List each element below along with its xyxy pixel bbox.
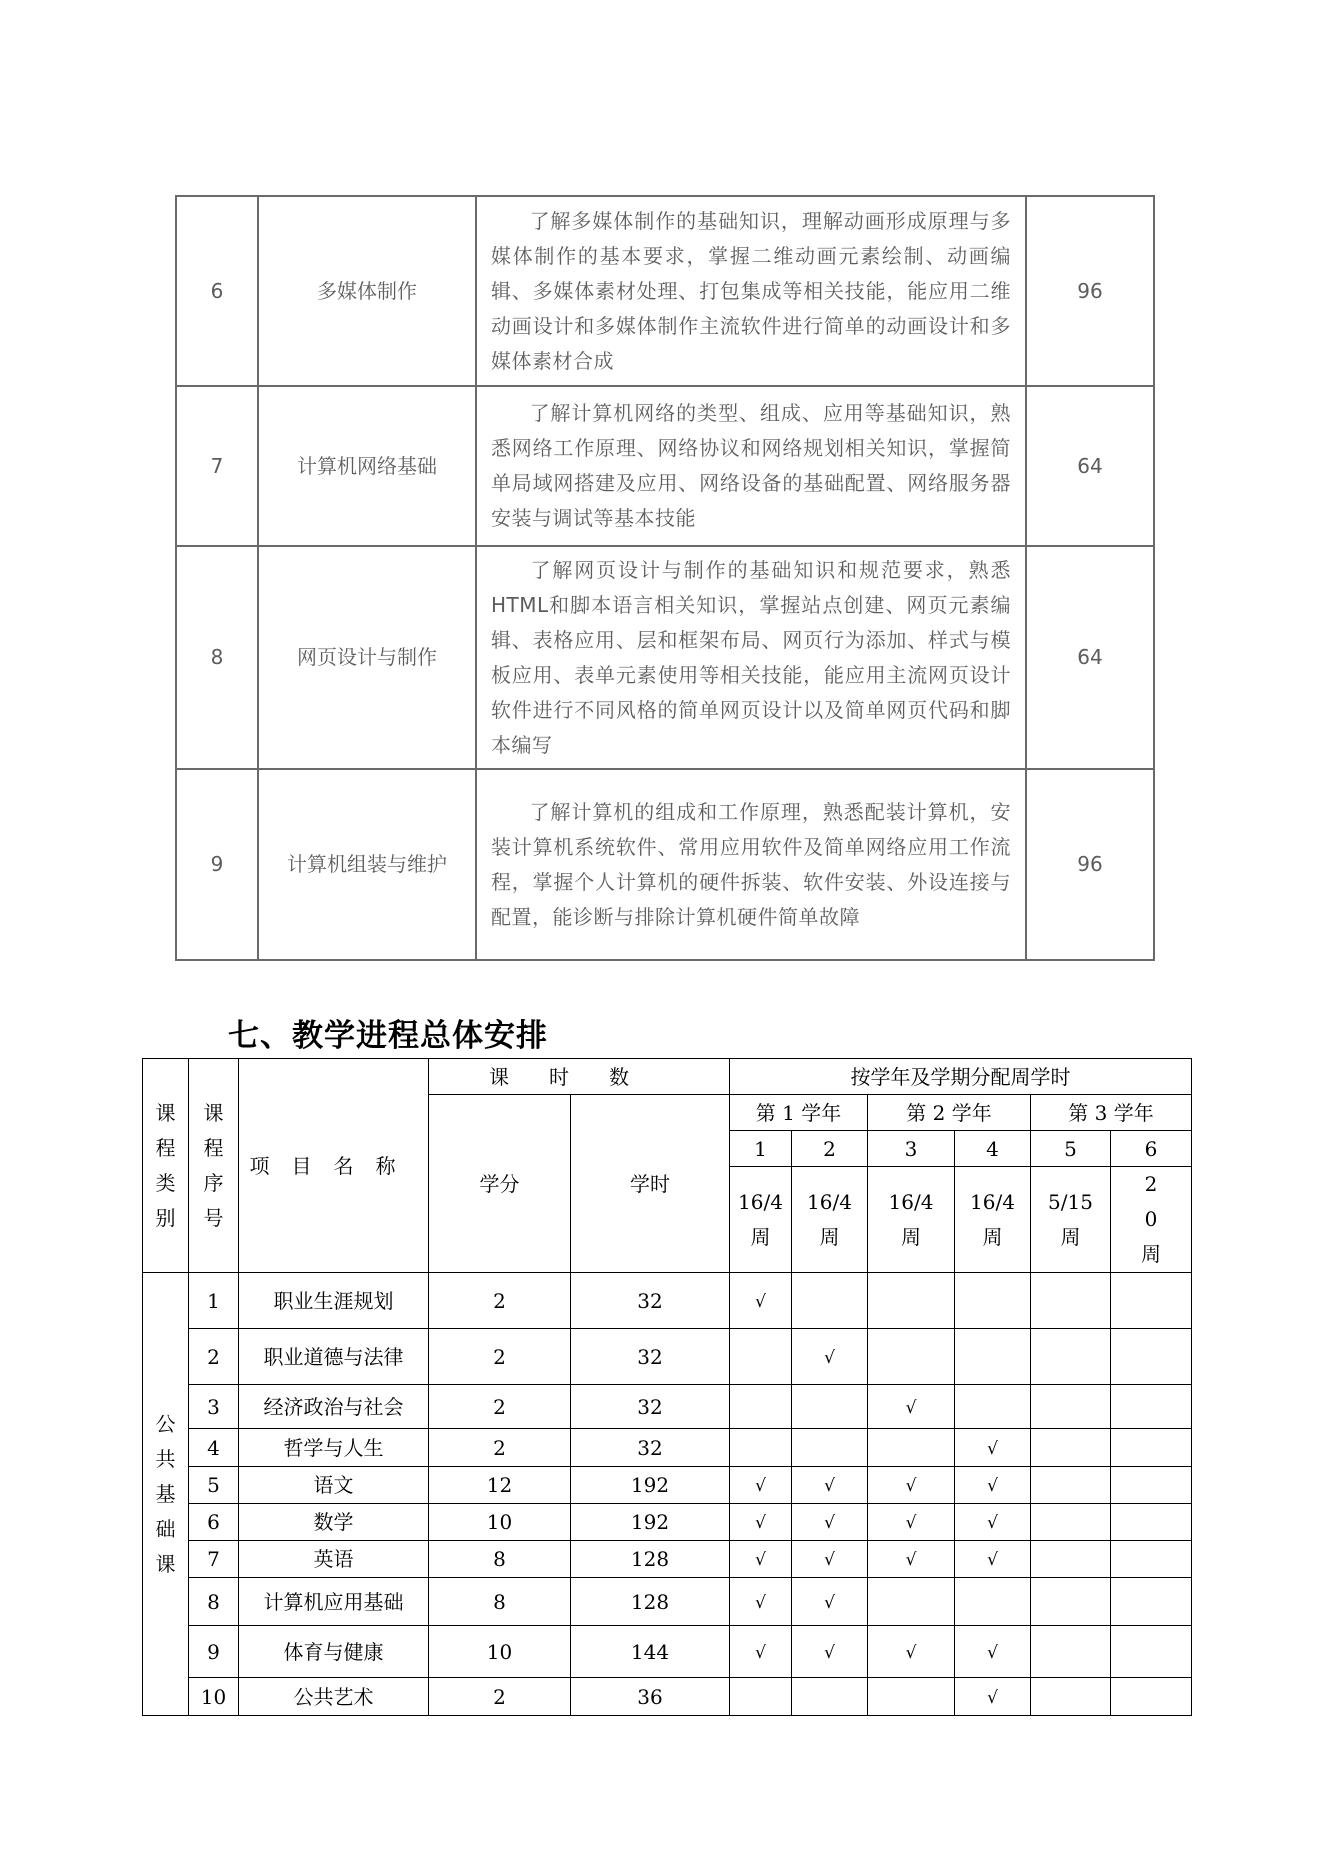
check-mark: √ bbox=[987, 1438, 998, 1459]
seq-cell: 4 bbox=[189, 1429, 239, 1467]
semester-check-cell bbox=[792, 1329, 868, 1385]
check-mark: √ bbox=[824, 1592, 835, 1613]
check-mark: √ bbox=[755, 1513, 766, 1533]
semester-check-cell bbox=[1111, 1578, 1192, 1626]
header-item-name: 项目名称 bbox=[239, 1059, 429, 1273]
credits-cell: 2 bbox=[429, 1385, 571, 1429]
check-mark: √ bbox=[905, 1476, 917, 1496]
credits-cell: 8 bbox=[429, 1578, 571, 1626]
course-name: 网页设计与制作 bbox=[258, 546, 476, 769]
check-mark: √ bbox=[905, 1642, 917, 1663]
credits-cell: 12 bbox=[429, 1467, 571, 1504]
semester-check-cell bbox=[792, 1385, 868, 1429]
semester-check-cell bbox=[730, 1467, 792, 1504]
course-name-cell: 计算机应用基础 bbox=[239, 1578, 429, 1626]
seq-cell: 10 bbox=[189, 1678, 239, 1716]
seq-cell: 2 bbox=[189, 1329, 239, 1385]
header-category: 课程类别 bbox=[143, 1059, 189, 1273]
header-semester: 6 bbox=[1111, 1131, 1192, 1167]
check-mark: √ bbox=[824, 1347, 835, 1368]
table-row bbox=[143, 1467, 1192, 1504]
semester-check-cell bbox=[955, 1385, 1031, 1429]
hours-cell: 32 bbox=[571, 1429, 730, 1467]
hours-cell: 32 bbox=[571, 1329, 730, 1385]
credits-cell: 10 bbox=[429, 1626, 571, 1678]
section-heading: 七、教学进程总体安排 bbox=[228, 1018, 548, 1054]
semester-check-cell bbox=[730, 1504, 792, 1541]
header-semester: 4 bbox=[955, 1131, 1031, 1167]
credits-cell: 2 bbox=[429, 1273, 571, 1329]
semester-check-cell bbox=[730, 1626, 792, 1678]
semester-check-cell bbox=[1031, 1626, 1111, 1678]
course-name: 计算机组装与维护 bbox=[258, 769, 476, 960]
semester-check-cell bbox=[1031, 1429, 1111, 1467]
header-year-2: 第 2 学年 bbox=[868, 1095, 1031, 1131]
check-mark: √ bbox=[755, 1642, 766, 1663]
table-row bbox=[143, 1541, 1192, 1578]
check-mark: √ bbox=[755, 1592, 766, 1613]
hours-cell: 128 bbox=[571, 1541, 730, 1578]
table-row bbox=[176, 196, 1154, 386]
check-mark: √ bbox=[987, 1687, 998, 1708]
hours-cell: 144 bbox=[571, 1626, 730, 1678]
semester-check-cell bbox=[868, 1429, 955, 1467]
hours-cell: 192 bbox=[571, 1467, 730, 1504]
table-row bbox=[176, 546, 1154, 769]
check-mark: √ bbox=[824, 1550, 835, 1570]
semester-check-cell bbox=[868, 1541, 955, 1578]
check-mark: √ bbox=[824, 1642, 835, 1663]
header-year-3: 第 3 学年 bbox=[1031, 1095, 1192, 1131]
header-weeks: 16/4周 bbox=[730, 1167, 792, 1273]
semester-check-cell bbox=[730, 1578, 792, 1626]
hours-cell: 32 bbox=[571, 1385, 730, 1429]
hours-cell: 32 bbox=[571, 1273, 730, 1329]
course-description: 了解计算机网络的类型、组成、应用等基础知识，熟悉网络工作原理、网络协议和网络规划相关知识，掌握简单局域网搭建及应用、网络设备的基础配置、网络服务器安装与调试等基本技能 bbox=[476, 386, 1026, 546]
header-hours-group: 课时数 bbox=[429, 1059, 730, 1095]
course-hours: 96 bbox=[1026, 196, 1154, 386]
seq-cell: 8 bbox=[189, 1578, 239, 1626]
semester-check-cell bbox=[1111, 1541, 1192, 1578]
header-year-1: 第 1 学年 bbox=[730, 1095, 868, 1131]
semester-check-cell bbox=[1111, 1273, 1192, 1329]
semester-check-cell bbox=[955, 1329, 1031, 1385]
course-name-cell: 职业生涯规划 bbox=[239, 1273, 429, 1329]
header-credits: 学分 bbox=[429, 1095, 571, 1273]
semester-check-cell bbox=[792, 1626, 868, 1678]
check-mark: √ bbox=[824, 1476, 835, 1496]
semester-check-cell bbox=[1031, 1273, 1111, 1329]
table-row bbox=[143, 1504, 1192, 1541]
semester-check-cell bbox=[1111, 1429, 1192, 1467]
semester-check-cell bbox=[868, 1329, 955, 1385]
check-mark: √ bbox=[987, 1513, 998, 1533]
semester-check-cell bbox=[955, 1273, 1031, 1329]
course-hours: 64 bbox=[1026, 546, 1154, 769]
header-weeks: 16/4周 bbox=[955, 1167, 1031, 1273]
check-mark: √ bbox=[755, 1550, 766, 1570]
semester-check-cell bbox=[955, 1541, 1031, 1578]
header-row bbox=[143, 1059, 1192, 1095]
hours-cell: 192 bbox=[571, 1504, 730, 1541]
semester-check-cell bbox=[730, 1329, 792, 1385]
course-number: 8 bbox=[176, 546, 258, 769]
check-mark: √ bbox=[755, 1476, 766, 1496]
course-name-cell: 体育与健康 bbox=[239, 1626, 429, 1678]
semester-check-cell bbox=[792, 1273, 868, 1329]
course-name-cell: 语文 bbox=[239, 1467, 429, 1504]
course-number: 9 bbox=[176, 769, 258, 960]
table-row bbox=[143, 1429, 1192, 1467]
course-number: 7 bbox=[176, 386, 258, 546]
semester-check-cell bbox=[955, 1467, 1031, 1504]
semester-check-cell bbox=[1031, 1504, 1111, 1541]
semester-check-cell bbox=[1031, 1467, 1111, 1504]
credits-cell: 8 bbox=[429, 1541, 571, 1578]
seq-cell: 1 bbox=[189, 1273, 239, 1329]
course-name: 计算机网络基础 bbox=[258, 386, 476, 546]
semester-check-cell bbox=[792, 1429, 868, 1467]
semester-check-cell bbox=[792, 1678, 868, 1716]
semester-check-cell bbox=[1111, 1329, 1192, 1385]
seq-cell: 9 bbox=[189, 1626, 239, 1678]
semester-check-cell bbox=[1111, 1385, 1192, 1429]
course-hours: 96 bbox=[1026, 769, 1154, 960]
course-name-cell: 公共艺术 bbox=[239, 1678, 429, 1716]
seq-cell: 7 bbox=[189, 1541, 239, 1578]
semester-check-cell bbox=[1031, 1385, 1111, 1429]
credits-cell: 2 bbox=[429, 1429, 571, 1467]
course-name: 多媒体制作 bbox=[258, 196, 476, 386]
semester-check-cell bbox=[1031, 1329, 1111, 1385]
course-number: 6 bbox=[176, 196, 258, 386]
table-row bbox=[143, 1578, 1192, 1626]
check-mark: √ bbox=[987, 1642, 998, 1663]
semester-check-cell bbox=[730, 1541, 792, 1578]
table-row bbox=[143, 1329, 1192, 1385]
semester-check-cell bbox=[792, 1578, 868, 1626]
credits-cell: 2 bbox=[429, 1329, 571, 1385]
semester-check-cell bbox=[1111, 1504, 1192, 1541]
semester-check-cell bbox=[730, 1385, 792, 1429]
check-mark: √ bbox=[824, 1513, 835, 1533]
check-mark: √ bbox=[987, 1550, 998, 1570]
semester-check-cell bbox=[730, 1678, 792, 1716]
semester-check-cell bbox=[792, 1504, 868, 1541]
semester-check-cell bbox=[792, 1467, 868, 1504]
check-mark: √ bbox=[755, 1291, 766, 1312]
seq-cell: 6 bbox=[189, 1504, 239, 1541]
semester-check-cell bbox=[730, 1273, 792, 1329]
table-row bbox=[176, 769, 1154, 960]
semester-check-cell bbox=[868, 1578, 955, 1626]
course-name-cell: 英语 bbox=[239, 1541, 429, 1578]
semester-check-cell bbox=[1111, 1678, 1192, 1716]
header-weeks: 16/4周 bbox=[868, 1167, 955, 1273]
semester-check-cell bbox=[955, 1429, 1031, 1467]
semester-check-cell bbox=[955, 1678, 1031, 1716]
credits-cell: 10 bbox=[429, 1504, 571, 1541]
header-weeks: 5/15周 bbox=[1031, 1167, 1111, 1273]
semester-check-cell bbox=[730, 1429, 792, 1467]
check-mark: √ bbox=[987, 1476, 998, 1496]
course-description-table bbox=[175, 195, 1155, 961]
semester-check-cell bbox=[955, 1626, 1031, 1678]
course-description: 了解多媒体制作的基础知识，理解动画形成原理与多媒体制作的基本要求，掌握二维动画元素绘制、动画编辑、多媒体素材处理、打包集成等相关技能，能应用二维动画设计和多媒体制作主流软件进行简单的动画设计和多媒体素材合成 bbox=[476, 196, 1026, 386]
semester-check-cell bbox=[868, 1678, 955, 1716]
course-description: 了解计算机的组成和工作原理，熟悉配装计算机，安装计算机系统软件、常用应用软件及简单网络应用工作流程，掌握个人计算机的硬件拆装、软件安装、外设连接与配置，能诊断与排除计算机硬件简单故障 bbox=[476, 769, 1026, 960]
header-weeks: 20周 bbox=[1111, 1167, 1192, 1273]
table-row bbox=[143, 1626, 1192, 1678]
semester-check-cell bbox=[1111, 1467, 1192, 1504]
semester-check-cell bbox=[1031, 1541, 1111, 1578]
seq-cell: 3 bbox=[189, 1385, 239, 1429]
course-name-cell: 哲学与人生 bbox=[239, 1429, 429, 1467]
check-mark: √ bbox=[905, 1513, 917, 1533]
semester-check-cell bbox=[792, 1541, 868, 1578]
course-description: 了解网页设计与制作的基础知识和规范要求，熟悉HTML和脚本语言相关知识，掌握站点创建、网页元素编辑、表格应用、层和框架布局、网页行为添加、样式与模板应用、表单元素使用等相关技能，能应用主流网页设计软件进行不同风格的简单网页设计以及简单网页代码和脚本编写 bbox=[476, 546, 1026, 769]
header-semester: 2 bbox=[792, 1131, 868, 1167]
semester-check-cell bbox=[868, 1467, 955, 1504]
semester-check-cell bbox=[1111, 1626, 1192, 1678]
seq-cell: 5 bbox=[189, 1467, 239, 1504]
header-semester: 5 bbox=[1031, 1131, 1111, 1167]
header-semester: 3 bbox=[868, 1131, 955, 1167]
course-name-cell: 经济政治与社会 bbox=[239, 1385, 429, 1429]
header-weeks: 16/4周 bbox=[792, 1167, 868, 1273]
teaching-schedule-table bbox=[142, 1058, 1192, 1716]
hours-cell: 36 bbox=[571, 1678, 730, 1716]
header-semester: 1 bbox=[730, 1131, 792, 1167]
semester-check-cell bbox=[955, 1578, 1031, 1626]
header-seq: 课程序号 bbox=[189, 1059, 239, 1273]
category-cell: 公共基础课 bbox=[143, 1273, 189, 1716]
table-row bbox=[143, 1273, 1192, 1329]
header-distribution: 按学年及学期分配周学时 bbox=[730, 1059, 1192, 1095]
hours-cell: 128 bbox=[571, 1578, 730, 1626]
semester-check-cell bbox=[868, 1385, 955, 1429]
table-row bbox=[143, 1385, 1192, 1429]
credits-cell: 2 bbox=[429, 1678, 571, 1716]
table-row bbox=[176, 386, 1154, 546]
table-row bbox=[143, 1678, 1192, 1716]
semester-check-cell bbox=[868, 1273, 955, 1329]
semester-check-cell bbox=[868, 1626, 955, 1678]
semester-check-cell bbox=[1031, 1678, 1111, 1716]
header-class-hours: 学时 bbox=[571, 1095, 730, 1273]
semester-check-cell bbox=[955, 1504, 1031, 1541]
semester-check-cell bbox=[1031, 1578, 1111, 1626]
course-hours: 64 bbox=[1026, 386, 1154, 546]
check-mark: √ bbox=[905, 1550, 917, 1570]
semester-check-cell bbox=[868, 1504, 955, 1541]
course-name-cell: 职业道德与法律 bbox=[239, 1329, 429, 1385]
check-mark: √ bbox=[905, 1397, 917, 1418]
course-name-cell: 数学 bbox=[239, 1504, 429, 1541]
